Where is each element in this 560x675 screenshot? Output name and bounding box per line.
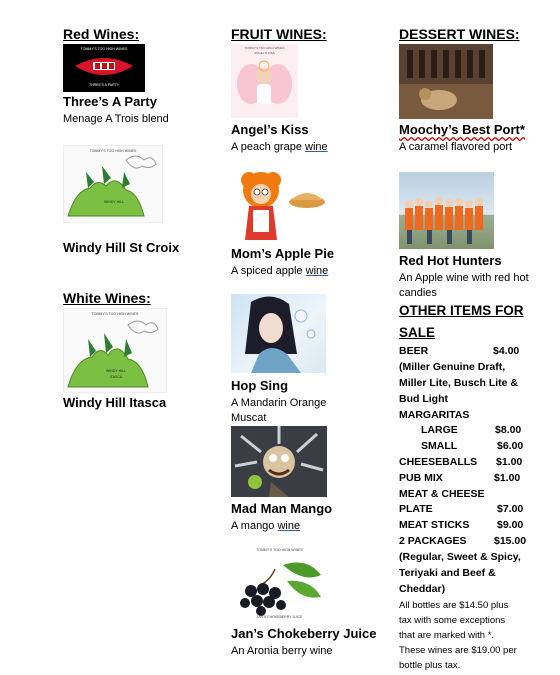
moochys-best-port-desc: A caramel flavored port bbox=[399, 141, 513, 153]
red-hot-hunters-desc: An Apple wine with red hot candies bbox=[399, 272, 529, 299]
moms-apple-pie-name: Mom’s Apple Pie bbox=[231, 246, 335, 261]
meat-cheese-plate-price: $7.00 bbox=[497, 503, 524, 515]
dessert-wines-heading: DESSERT WINES: bbox=[399, 26, 520, 42]
mad-man-mango-name: Mad Man Mango bbox=[231, 501, 333, 516]
mad-man-mango-desc: A mango wine bbox=[231, 520, 301, 532]
mad-man-mango-image bbox=[231, 426, 327, 497]
moms-apple-pie-image bbox=[231, 166, 329, 244]
white-wines-heading: White Wines: bbox=[63, 290, 151, 306]
jans-chokeberry-name: Jan’s Chokeberry Juice bbox=[231, 626, 377, 641]
beer-note: Bud Light bbox=[399, 393, 448, 405]
beer-note: Miller Lite, Busch Lite & bbox=[399, 377, 519, 389]
windy-hill-itasca-name: Windy Hill Itasca bbox=[63, 395, 167, 410]
windy-hill-itasca-image: TOMMY'S TOO HIGH WINES WINDY HILL ITASCA bbox=[63, 308, 167, 393]
jans-chokeberry-image: TOMMY'S TOO HIGH WINES JAN'S CHOKEBERRY JUICE bbox=[231, 545, 328, 622]
threes-a-party-image: TOMMY'S TOO HIGH WINES THREE'S A PARTY bbox=[63, 44, 145, 92]
hop-sing-name: Hop Sing bbox=[231, 378, 289, 393]
cheeseballs-price: $1.00 bbox=[496, 456, 523, 468]
package-note: Teriyaki and Beef & bbox=[399, 567, 496, 579]
threes-a-party-name: Three’s A Party bbox=[63, 94, 157, 109]
meat-sticks-label: MEAT STICKS bbox=[399, 519, 470, 531]
windy-hill-st-croix-name: Windy Hill St Croix bbox=[63, 240, 180, 255]
jans-chokeberry-desc: An Aronia berry wine bbox=[231, 645, 333, 657]
moms-apple-pie-desc: A spiced apple wine bbox=[231, 265, 329, 277]
angels-kiss-desc: A peach grape wine bbox=[231, 141, 328, 153]
beer-note: (Miller Genuine Draft, bbox=[399, 361, 506, 373]
pub-mix-label: PUB MIX bbox=[399, 472, 443, 484]
meat-sticks-price: $9.00 bbox=[497, 519, 524, 531]
pricing-footnote: All bottles are $14.50 plus tax with some exceptions that are marked with *. These wines are $19.00 per bottle plus tax. bbox=[399, 600, 517, 671]
moochys-best-port-image bbox=[399, 44, 493, 119]
margaritas-label: MARGARITAS bbox=[399, 409, 470, 421]
cheeseballs-label: CHEESEBALLS bbox=[399, 456, 478, 468]
pub-mix-price: $1.00 bbox=[494, 472, 521, 484]
threes-a-party-desc: Menage A Trois blend bbox=[63, 113, 169, 125]
beer-label: BEER bbox=[399, 345, 429, 357]
red-wines-heading: Red Wines: bbox=[63, 26, 140, 42]
fruit-wines-heading: FRUIT WINES: bbox=[231, 26, 327, 42]
hop-sing-desc: A Mandarin Orange Muscat bbox=[231, 397, 327, 424]
package-note: (Regular, Sweet & Spicy, bbox=[399, 551, 521, 563]
margarita-large-label: LARGE bbox=[421, 424, 458, 436]
meat-cheese-plate-label: PLATE bbox=[399, 503, 433, 515]
margarita-large-price: $8.00 bbox=[495, 424, 522, 436]
hop-sing-image bbox=[231, 294, 326, 373]
angels-kiss-image: TOMMY'S TOO HIGH WINES ANGEL'S KISS bbox=[231, 44, 298, 118]
two-packages-label: 2 PACKAGES bbox=[399, 535, 467, 547]
red-hot-hunters-image bbox=[399, 172, 494, 249]
meat-cheese-label: MEAT & CHEESE bbox=[399, 488, 485, 500]
package-note: Cheddar) bbox=[399, 583, 446, 595]
red-hot-hunters-name: Red Hot Hunters bbox=[399, 253, 502, 268]
beer-price: $4.00 bbox=[493, 345, 520, 357]
two-packages-price: $15.00 bbox=[494, 535, 527, 547]
other-items-heading: OTHER ITEMS FOR bbox=[399, 303, 524, 318]
margarita-small-price: $6.00 bbox=[497, 440, 524, 452]
windy-hill-st-croix-image: TOMMY'S TOO HIGH WINES WINDY HILL bbox=[63, 145, 163, 223]
other-items-heading-sale: SALE bbox=[399, 325, 436, 340]
margarita-small-label: SMALL bbox=[421, 440, 458, 452]
moochys-best-port-name: Moochy’s Best Port* bbox=[399, 122, 525, 137]
angels-kiss-name: Angel’s Kiss bbox=[231, 122, 309, 137]
